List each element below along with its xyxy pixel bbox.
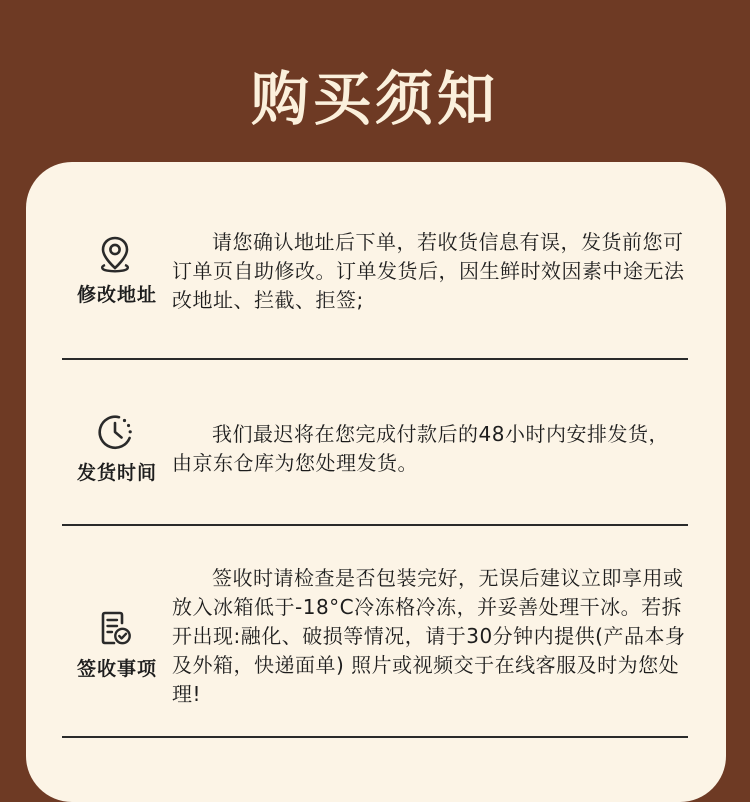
- location-pin-icon: [95, 234, 135, 274]
- section-label: 发货时间: [76, 462, 157, 484]
- divider: [62, 524, 688, 526]
- section-label: 修改地址: [76, 284, 157, 306]
- checklist-document-icon: [95, 608, 135, 648]
- divider: [62, 736, 688, 738]
- section-text: 请您确认地址后下单，若收货信息有误，发货前您可订单页自助修改。订单发货后，因生鲜时效因素中途无法改地址、拦截、拒签;: [172, 230, 685, 312]
- section-text: 签收时请检查是否包装完好，无误后建议立即享用或放入冰箱低于-18°C冷冻格冷冻，并妥善处理干冰。若拆开出现:融化、破损等情况，请于30分钟内提供(产品本身及外箱，快递面单) 照片或视频交于在线客服及时为您处理!: [172, 566, 686, 706]
- notice-card: [26, 162, 726, 802]
- clock-icon: [95, 412, 135, 452]
- section-text: 我们最迟将在您完成付款后的48小时内安排发货，由京东仓库为您处理发货。: [172, 422, 669, 475]
- divider: [62, 358, 688, 360]
- page-title: 购买须知: [250, 65, 499, 133]
- section-label: 签收事项: [76, 658, 157, 680]
